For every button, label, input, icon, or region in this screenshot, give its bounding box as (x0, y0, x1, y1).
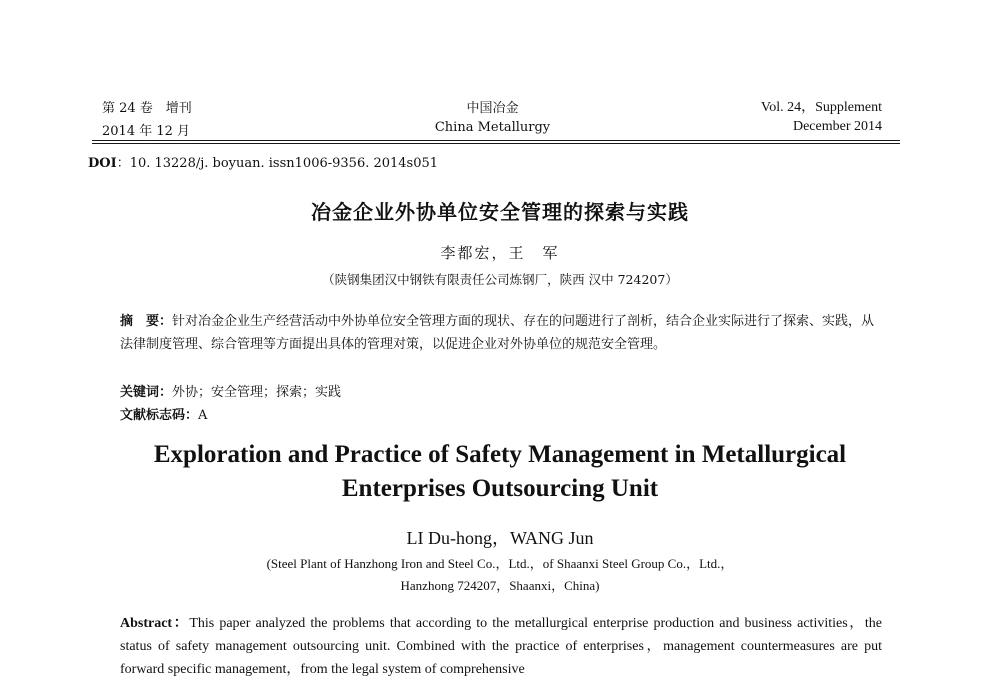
title-cn: 冶金企业外协单位安全管理的探索与实践 (311, 200, 689, 224)
affiliation-en-line2: Hanzhong 724207，Shaanxi，China) (400, 578, 600, 593)
title-en (0, 438, 1000, 506)
journal-date-en: December 2014 (792, 119, 882, 134)
journal-name-en: China Metallurgy (434, 120, 551, 135)
abstract-cn-text: 针对冶金企业生产经营活动中外协单位安全管理方面的现状、存在的问题进行了剖析，结合企业实际进行了探索、实践，从法律制度管理、综合管理等方面提出具体的管理对策，以促进企业对外协单位的规范安全管理。 (120, 314, 875, 352)
keywords-cn (120, 381, 341, 400)
doi-value: ：10. 13228/j. boyuan. issn1006-9356. 2014s051 (116, 156, 439, 171)
affiliation-en-line1: (Steel Plant of Hanzhong Iron and Steel Co.，Ltd.，of Shaanxi Steel Group Co.，Ltd.， (266, 556, 734, 571)
document-code-cn (120, 404, 207, 423)
abstract-cn (120, 310, 880, 356)
document-code-value: A (198, 408, 208, 423)
doi-line (88, 152, 438, 171)
keywords-cn-text: 外协；安全管理；探索；实践 (172, 385, 342, 400)
affiliation-cn: （陕钢集团汉中钢铁有限责任公司炼钢厂，陕西 汉中 724207） (322, 272, 678, 287)
header-rule-bottom (92, 143, 900, 144)
journal-date-cn: 2014 年 12 月 (102, 124, 191, 139)
title-en-line1: Exploration and Practice of Safety Management in Metallurgical (153, 441, 847, 468)
doi-label: DOI (88, 156, 117, 171)
affiliation-en (0, 553, 1000, 597)
journal-name-cn: 中国冶金 (466, 101, 519, 116)
document-code-label: 文献标志码： (120, 408, 199, 423)
abstract-en (120, 612, 882, 681)
journal-volume-cn: 第 24 卷 增刊 (102, 101, 192, 116)
authors-cn: 李都宏，王 军 (440, 244, 560, 262)
abstract-en-text: This paper analyzed the problems that according to the metallurgical enterprise production and business activities，the status of safety management outsourcing unit. Combined with the practice of enterprises，management countermeasures are put forward specific management，from the legal system of comprehensive (120, 616, 882, 677)
journal-volume-en: Vol. 24，Supplement (760, 100, 882, 115)
abstract-cn-label: 摘 要： (120, 314, 173, 329)
abstract-en-label: Abstract： (120, 616, 190, 631)
header-rule-top (92, 140, 900, 141)
keywords-cn-label: 关键词： (120, 385, 173, 400)
authors-en: LI Du-hong，WANG Jun (406, 528, 594, 548)
title-en-line2: Enterprises Outsourcing Unit (341, 475, 659, 502)
